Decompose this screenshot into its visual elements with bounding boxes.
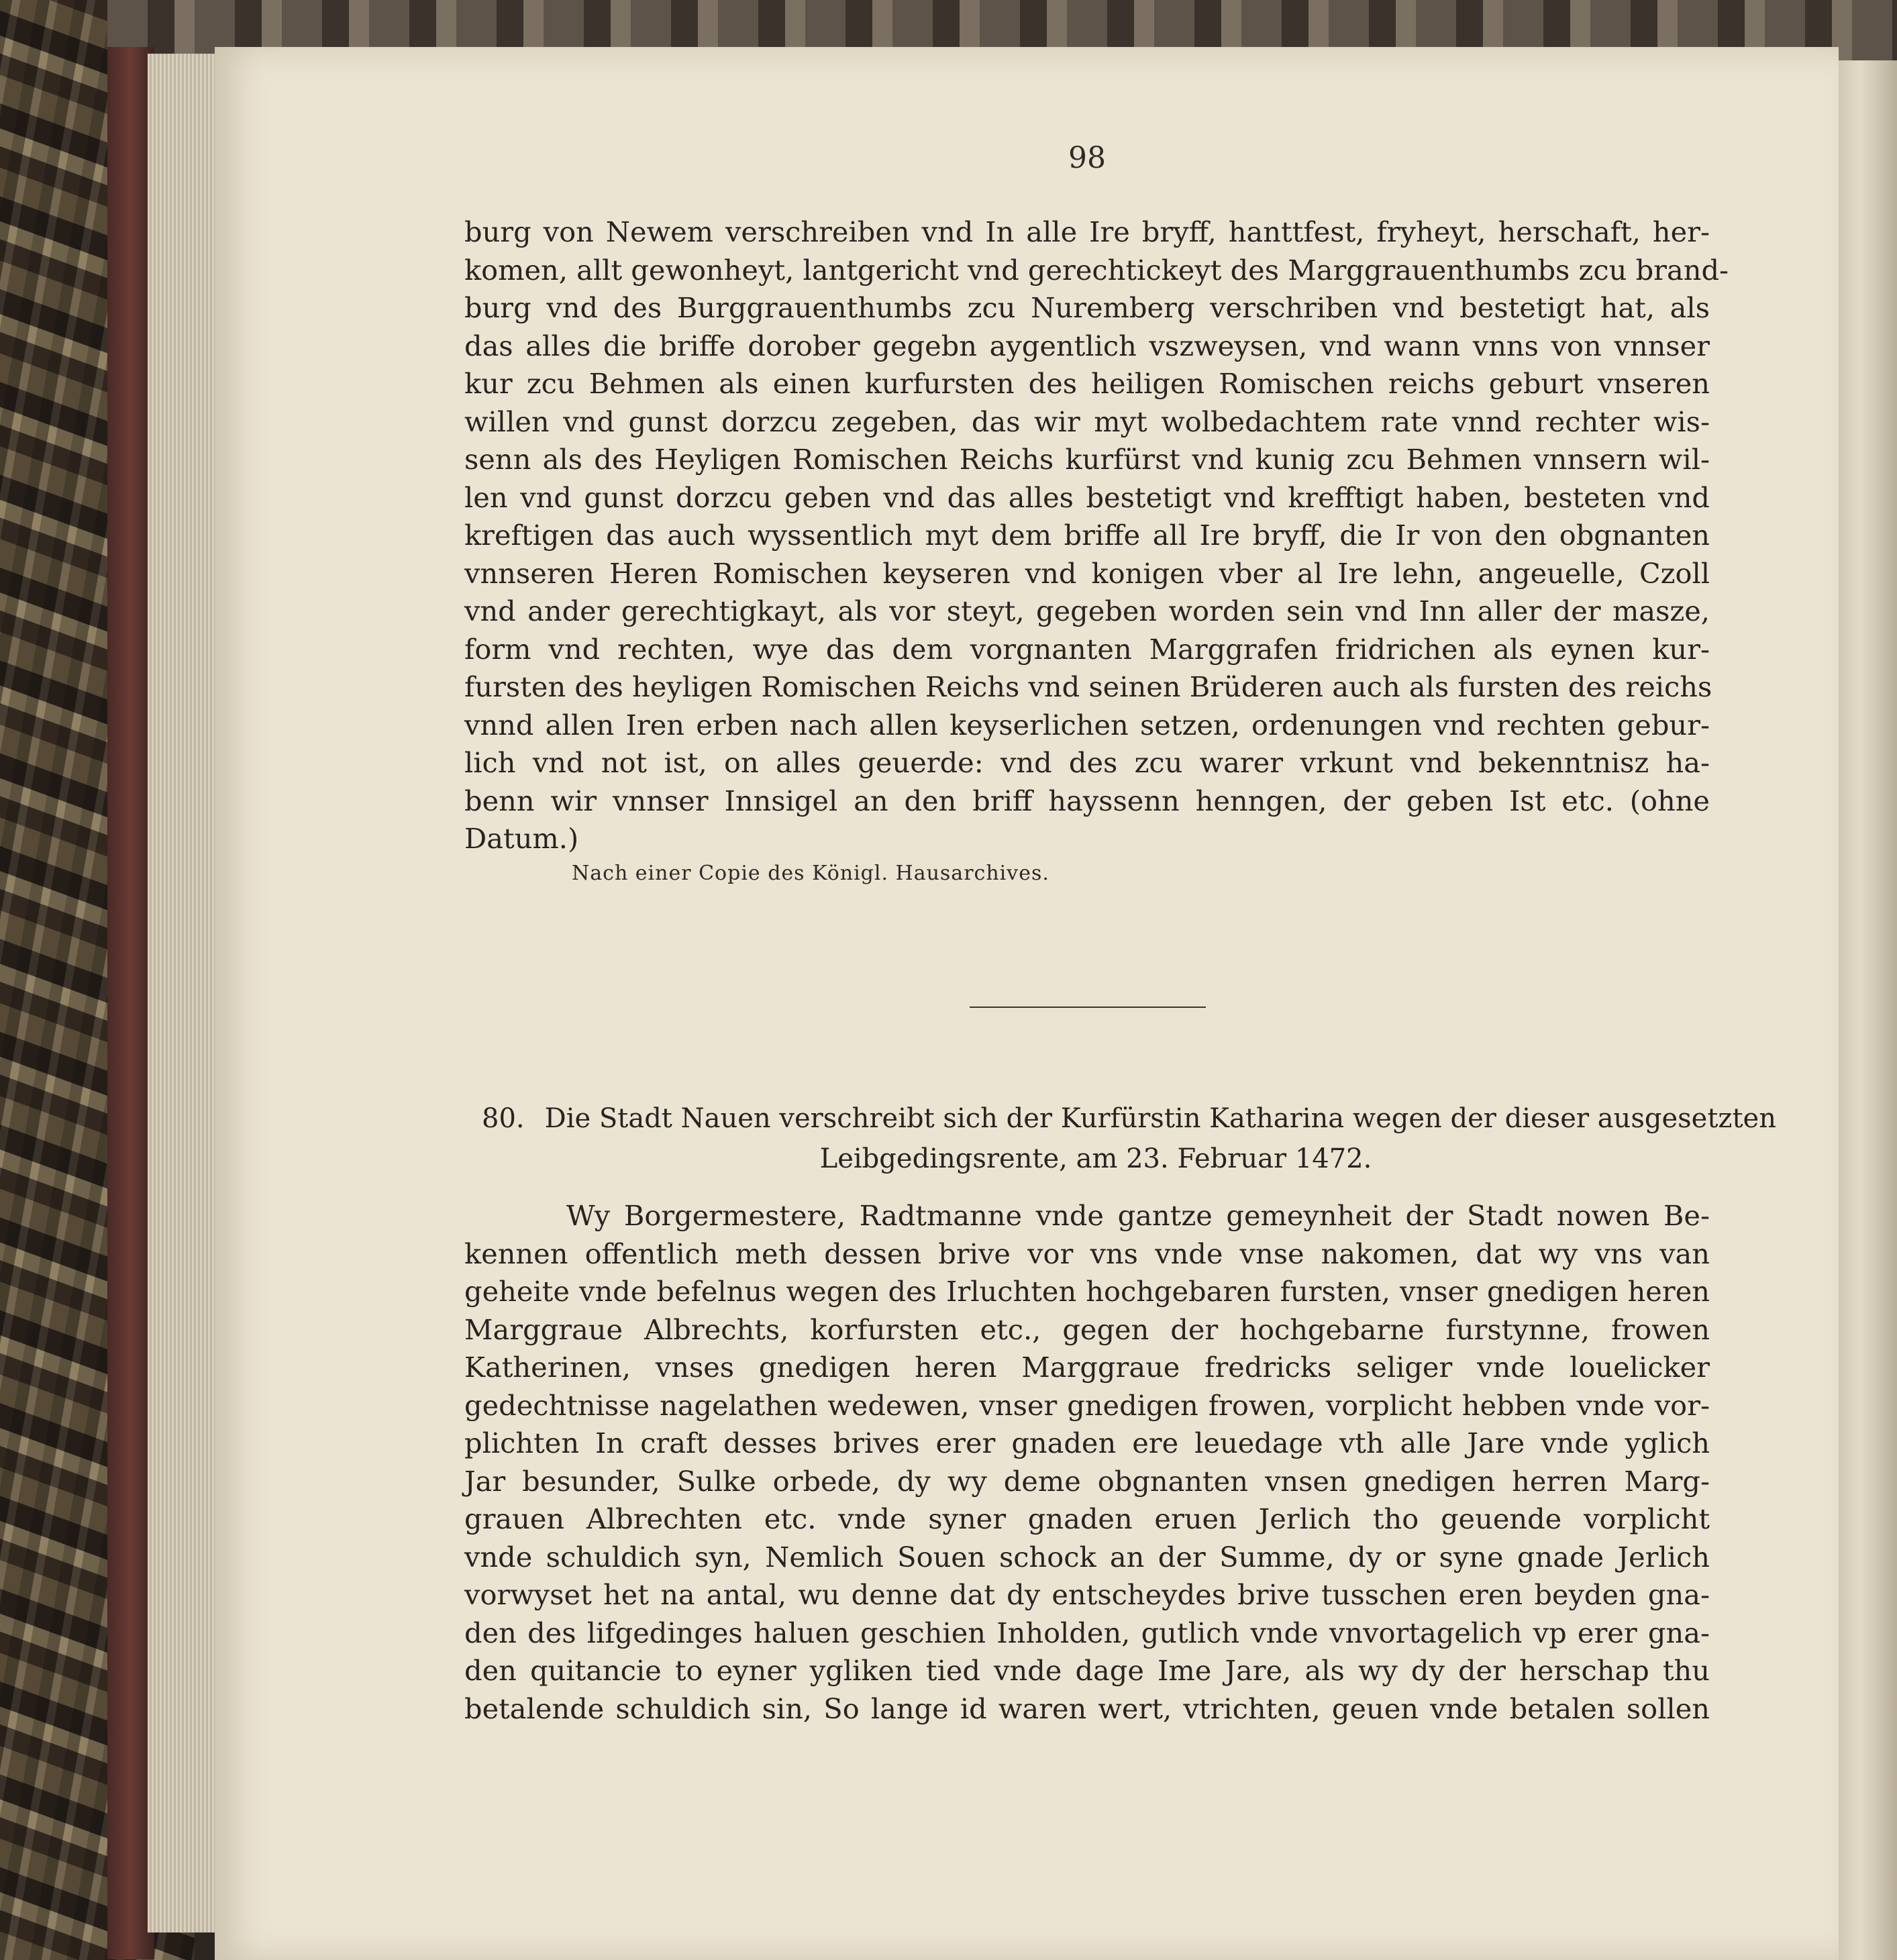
heading-title: Die Stadt Nauen verschreibt sich der Kurfürstin Katharina wegen der dieser ausgesetzten [544,1103,1776,1134]
text-line: kur zcu Behmen als einen kurfursten des heiligen Romischen reichs geburt vnseren [464,367,1710,400]
text-line: den des lifgedinges haluen geschien Inholden, gutlich vnde vnvortagelich vp erer gna- [464,1616,1710,1649]
section-divider [970,1007,1206,1008]
source-note: Nach einer Copie des Königl. Hausarchives. [572,862,1049,885]
text-line: betalende schuldich sin, So lange id waren wert, vtrichten, geuen vnde betalen sollen [464,1692,1710,1725]
text-line: kreftigen das auch wyssentlich myt dem briffe all Ire bryff, die Ir von den obgnanten [464,519,1710,552]
text-line: fursten des heyligen Romischen Reichs vnd seinen Brüderen auch als fursten des reichs [464,670,1712,703]
text-line: vnd ander gerechtigkayt, als vor steyt, gegeben worden sein vnd Inn aller der masze, [464,595,1710,627]
text-line: Jar besunder, Sulke orbede, dy wy deme obgnanten vnsen gnedigen herren Marg- [464,1464,1710,1498]
text-line: vnde schuldich syn, Nemlich Souen schock an der Summe, dy or syne gnade Jerlich [464,1540,1710,1574]
text-line: Katherinen, vnses gnedigen heren Marggraue fredricks seliger vnde louelicker [464,1351,1710,1384]
text-line: komen, allt gewonheyt, lantgericht vnd gerechtickeyt des Marggrauenthumbs zcu brand- [464,253,1729,287]
text-line: willen vnd gunst dorzcu zegeben, das wir myt wolbedachtem rate vnnd rechter wis- [464,405,1710,438]
text-line: burg von Newem verschreiben vnd In alle Ire bryff, hanttfest, fryheyt, herschaft, her- [464,215,1710,248]
document-number: 80. [482,1103,525,1134]
text-line: form vnd rechten, wye das dem vorgnanten Marggrafen fridrichen als eynen kur- [464,632,1710,666]
text-line: geheite vnde befelnus wegen des Irluchten hochgebaren fursten, vnser gnedigen heren [464,1275,1710,1308]
section-2-heading [482,1098,1776,1179]
page-number: 98 [1068,141,1106,175]
text-line: benn wir vnnser Innsigel an den briff hayssenn henngen, der geben Ist etc. (ohne [464,784,1710,817]
section-1-text [464,213,1729,858]
text-line: Marggraue Albrechts, korfursten etc., gegen der hochgebarne furstynne, frowen [464,1312,1710,1346]
text-line: vnnd allen Iren erben nach allen keyserlichen setzen, ordenungen vnd rechten gebur- [464,708,1710,741]
section-2-text [464,1197,1710,1728]
page-stack-edge-left [148,54,221,1932]
text-line: plichten In craft desses brives erer gnaden ere leuedage vth alle Jare vnde yglich [464,1427,1710,1459]
heading-line-2: Leibgedingsrente, am 23. Februar 1472. [819,1143,1372,1174]
text-line: grauen Albrechten etc. vnde syner gnaden eruen Jerlich tho geuende vorplicht [464,1502,1710,1535]
text-line: burg vnd des Burggrauenthumbs zcu Nuremberg verschriben vnd bestetigt hat, als [464,291,1710,324]
text-line: gedechtnisse nagelathen wedewen, vnser gnedigen frowen, vorplicht hebben vnde vor- [464,1388,1710,1422]
text-line: len vnd gunst dorzcu geben vnd das alles bestetigt vnd krefftigt haben, besteten vnd [464,480,1710,514]
text-line: vorwyset het na antal, wu denne dat dy entscheydes brive tusschen eren beyden gna- [464,1578,1710,1611]
text-line: senn als des Heyligen Romischen Reichs kurfürst vnd kunig zcu Behmen vnnsern wil- [464,443,1710,476]
text-line: lich vnd not ist, on alles geuerde: vnd des zcu warer vrkunt vnd bekenntnisz ha- [464,746,1710,779]
text-line: den quitancie to eyner ygliken tied vnde dage Ime Jare, als wy dy der herschap thu [464,1654,1710,1687]
text-line: vnnseren Heren Romischen keyseren vnd konigen vber al Ire lehn, angeuelle, Czoll [464,556,1710,590]
text-line: Datum.) [464,822,579,855]
text-line: Wy Borgermestere, Radtmanne vnde gantze gemeynheit der Stadt nowen Be- [566,1199,1710,1232]
text-line: das alles die briffe dorober gegebn aygentlich vszweysen, vnd wann vnns von vnnser [464,329,1710,362]
text-line: kennen offentlich meth dessen brive vor vns vnde vnse nakomen, dat wy vns van [464,1237,1710,1270]
page-stack-edge-right [1837,60,1897,1960]
heading-line-1 [482,1098,1776,1139]
